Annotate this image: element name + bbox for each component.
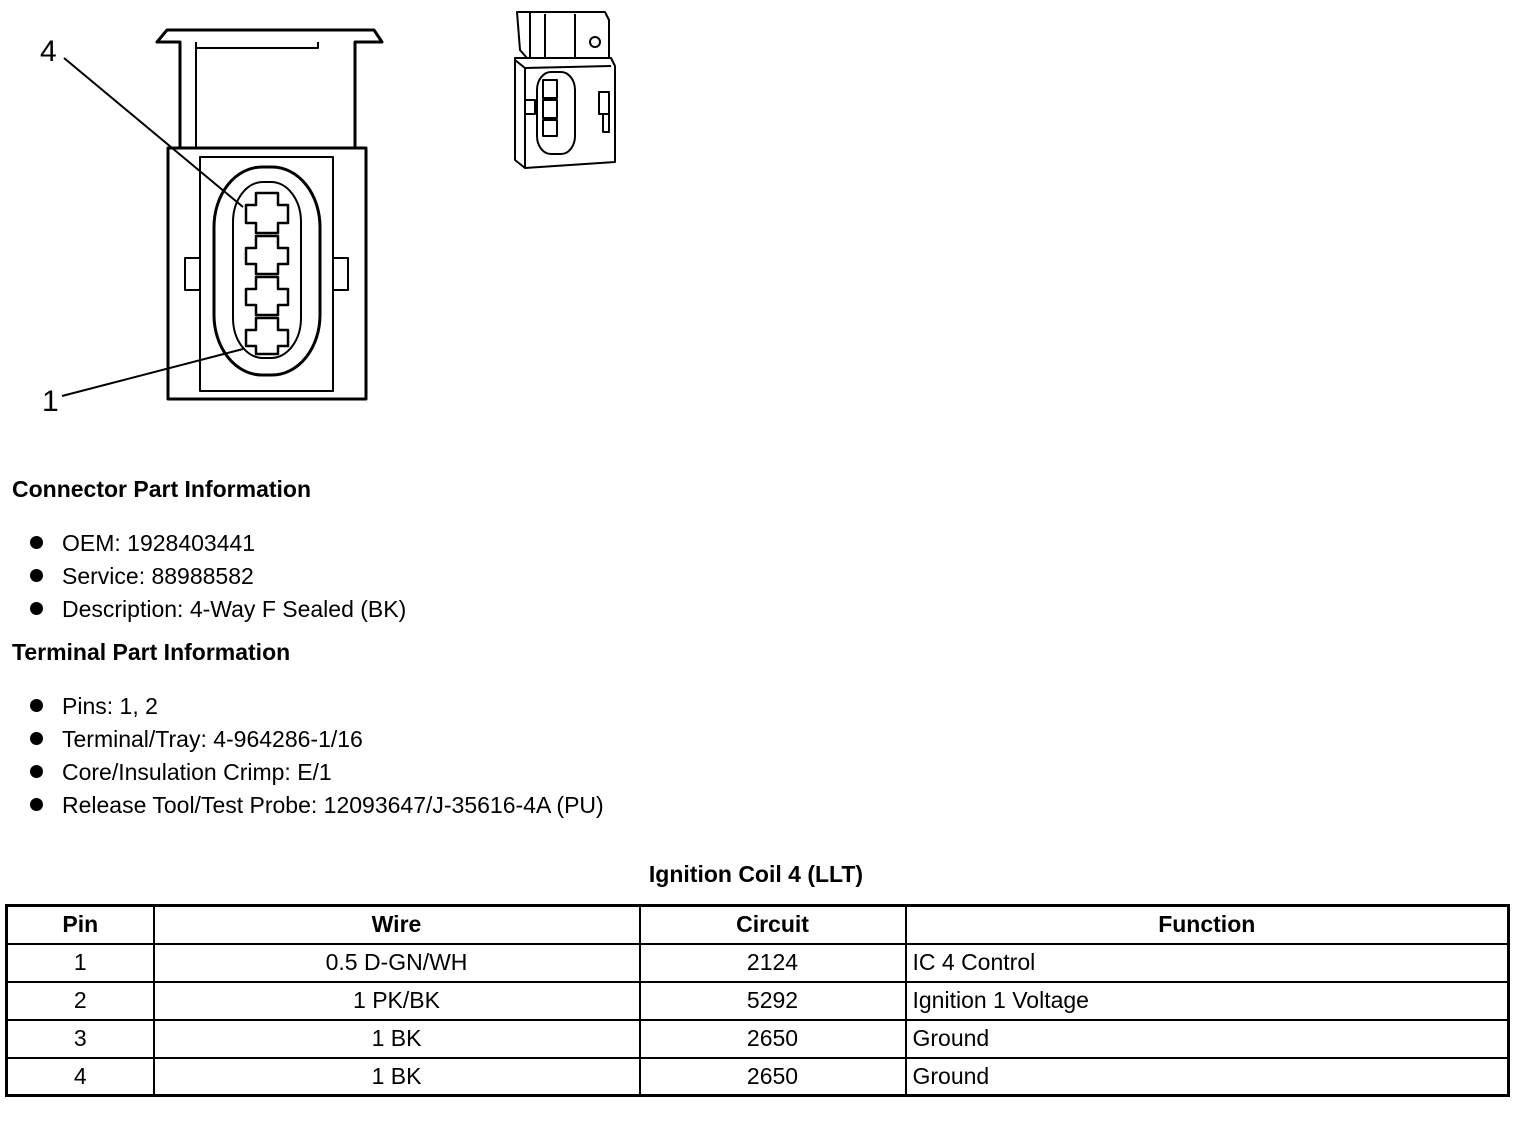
- list-item-text: OEM: 1928403441: [62, 530, 256, 556]
- list-item: [30, 756, 604, 789]
- pin-1-label: 1: [42, 385, 59, 418]
- bullet-icon: [30, 699, 43, 712]
- list-item-text: Service: 88988582: [62, 563, 254, 589]
- pinout-table: [5, 904, 1510, 1097]
- connector-face-diagram: [0, 0, 420, 430]
- table-row: [7, 1020, 1509, 1058]
- column-header-wire: Wire: [154, 906, 640, 944]
- list-item-text: Terminal/Tray: 4-964286-1/16: [62, 726, 363, 752]
- circuit-cell: 2650: [640, 1058, 906, 1096]
- function-cell: Ground: [906, 1058, 1509, 1096]
- circuit-cell: 2650: [640, 1020, 906, 1058]
- bullet-icon: [30, 569, 43, 582]
- table-row: [7, 982, 1509, 1020]
- bullet-icon: [30, 536, 43, 549]
- connector-isometric-diagram: [505, 0, 625, 180]
- list-item-text: Core/Insulation Crimp: E/1: [62, 759, 332, 785]
- table-header-row: [7, 906, 1509, 944]
- bullet-icon: [30, 602, 43, 615]
- list-item-text: Description: 4-Way F Sealed (BK): [62, 596, 407, 622]
- connector-seal: [214, 167, 320, 375]
- list-item-text: Pins: 1, 2: [62, 693, 158, 719]
- pin-1-leader-line: [62, 349, 243, 396]
- list-item: [30, 527, 406, 560]
- wire-cell: 0.5 D-GN/WH: [154, 944, 640, 982]
- list-item-text: Release Tool/Test Probe: 12093647/J-35616-4A (PU): [62, 792, 604, 818]
- table-title: Ignition Coil 4 (LLT): [648, 861, 864, 887]
- pin-cell: 4: [7, 1058, 154, 1096]
- list-item: [30, 593, 406, 626]
- terminal-info-heading: Terminal Part Information: [12, 639, 291, 665]
- pin-4-label: 4: [40, 35, 57, 68]
- column-header-function: Function: [906, 906, 1509, 944]
- wire-cell: 1 BK: [154, 1058, 640, 1096]
- wire-cell: 1 BK: [154, 1020, 640, 1058]
- function-cell: IC 4 Control: [906, 944, 1509, 982]
- connector-info-list: [30, 527, 406, 626]
- connector-info-heading: Connector Part Information: [12, 476, 312, 502]
- column-header-circuit: Circuit: [640, 906, 906, 944]
- function-cell: Ignition 1 Voltage: [906, 982, 1509, 1020]
- circuit-cell: 2124: [640, 944, 906, 982]
- terminal-info-list: [30, 690, 604, 822]
- bullet-icon: [30, 765, 43, 778]
- connector-side-tab: [333, 258, 348, 290]
- wire-cell: 1 PK/BK: [154, 982, 640, 1020]
- list-item: [30, 690, 604, 723]
- column-header-pin: Pin: [7, 906, 154, 944]
- bullet-icon: [30, 732, 43, 745]
- list-item: [30, 789, 604, 822]
- connector-side-tab: [185, 258, 200, 290]
- table-row: [7, 1058, 1509, 1096]
- pin-4-leader-line: [64, 58, 243, 207]
- list-item: [30, 723, 604, 756]
- circuit-cell: 5292: [640, 982, 906, 1020]
- table-row: [7, 944, 1509, 982]
- list-item: [30, 560, 406, 593]
- pin-cell: 2: [7, 982, 154, 1020]
- terminal-cavities: [246, 193, 288, 354]
- pin-cell: 3: [7, 1020, 154, 1058]
- function-cell: Ground: [906, 1020, 1509, 1058]
- bullet-icon: [30, 798, 43, 811]
- pin-cell: 1: [7, 944, 154, 982]
